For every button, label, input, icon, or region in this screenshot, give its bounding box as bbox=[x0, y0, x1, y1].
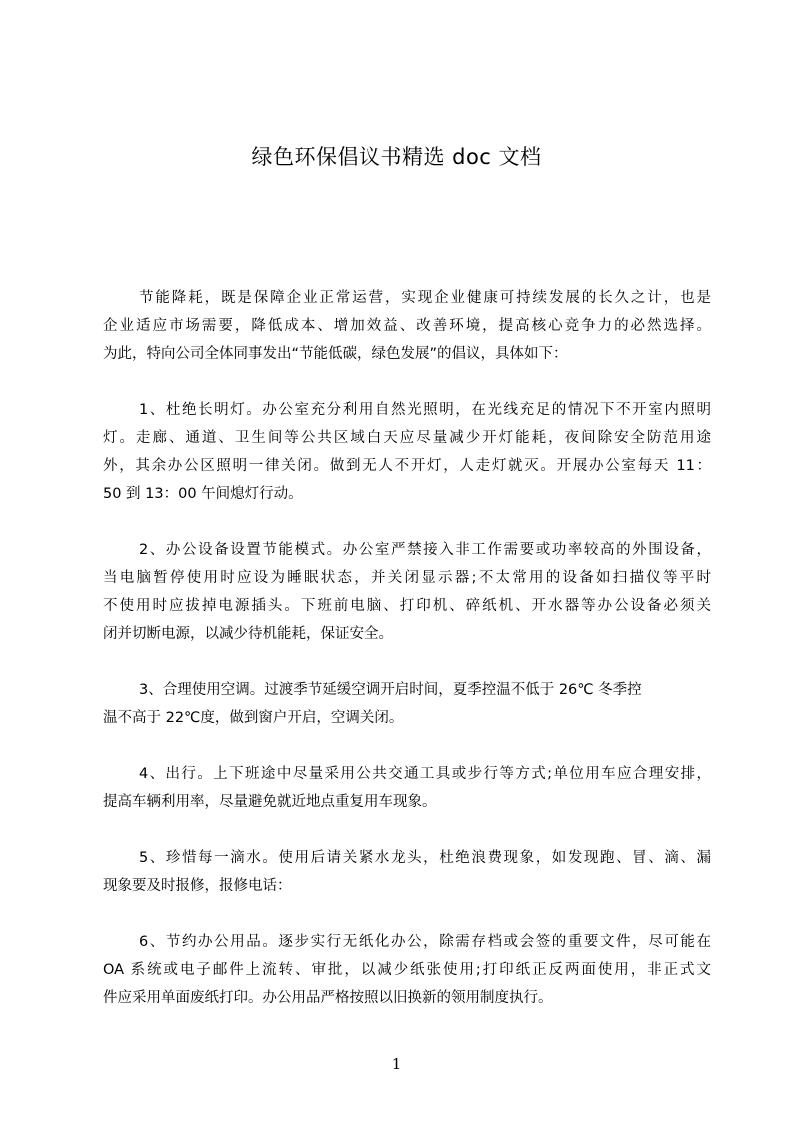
paragraph-line: 3、合理使用空调。过渡季节延缓空调开启时间，夏季控温不低于 26℃ 冬季控 bbox=[139, 682, 642, 698]
paragraph-item-1 bbox=[103, 396, 711, 508]
paragraph-line: 闭并切断电源，以减少待机能耗，保证安全。 bbox=[103, 626, 393, 642]
paragraph-line: 节能降耗，既是保障企业正常运营，实现企业健康可持续发展的长久之计，也是 bbox=[139, 290, 711, 306]
paragraph-item-3 bbox=[103, 676, 711, 732]
paragraph-item-4 bbox=[103, 760, 711, 816]
paragraph-line: 6、节约办公用品。逐步实行无纸化办公，除需存档或会签的重要文件，尽可能在 bbox=[139, 934, 711, 950]
paragraph-line: 企业适应市场需要，降低成本、增加效益、改善环境，提高核心竞争力的必然选择。 bbox=[103, 318, 711, 334]
paragraph-item-5 bbox=[103, 844, 711, 900]
paragraph-item-2 bbox=[103, 536, 711, 648]
paragraph-line: 外，其余办公区照明一律关闭。做到无人不开灯，人走灯就灭。开展办公室每天 11： bbox=[103, 458, 711, 474]
paragraph-item-6 bbox=[103, 928, 711, 1012]
paragraph-line: 现象要及时报修，报修电话： bbox=[103, 878, 292, 894]
paragraph-line: 当电脑暂停使用时应设为睡眠状态，并关闭显示器;不太常用的设备如扫描仪等平时 bbox=[103, 570, 711, 586]
paragraph-line: 5、珍惜每一滴水。使用后请关紧水龙头，杜绝浪费现象，如发现跑、冒、滴、漏 bbox=[139, 850, 711, 866]
paragraph-line: 提高车辆利用率，尽量避免就近地点重复用车现象。 bbox=[103, 794, 437, 810]
paragraph-intro bbox=[103, 284, 711, 368]
document-title: 绿色环保倡议书精选 doc 文档 bbox=[251, 145, 542, 169]
paragraph-line: OA 系统或电子邮件上流转、审批，以减少纸张使用;打印纸正反两面使用，非正式文 bbox=[103, 962, 711, 978]
paragraph-line: 温不高于 22℃度，做到窗户开启，空调关闭。 bbox=[103, 710, 404, 726]
paragraph-line: 1、杜绝长明灯。办公室充分利用自然光照明，在光线充足的情况下不开室内照明 bbox=[139, 402, 711, 418]
page-number: 1 bbox=[391, 1055, 402, 1073]
paragraph-line: 灯。走廊、通道、卫生间等公共区域白天应尽量减少开灯能耗，夜间除安全防范用途 bbox=[103, 430, 711, 446]
paragraph-line: 4、出行。上下班途中尽量采用公共交通工具或步行等方式;单位用车应合理安排， bbox=[139, 766, 711, 782]
paragraph-line: 50 到 13：00 午间熄灯行动。 bbox=[103, 486, 303, 502]
paragraph-line: 为此，特向公司全体同事发出“节能低碳，绿色发展”的倡议，具体如下： bbox=[103, 346, 568, 362]
paragraph-line: 件应采用单面废纸打印。办公用品严格按照以旧换新的领用制度执行。 bbox=[103, 990, 553, 1006]
paragraph-line: 不使用时应拔掉电源插头。下班前电脑、打印机、碎纸机、开水器等办公设备必须关 bbox=[103, 598, 711, 614]
document-body bbox=[103, 284, 711, 1040]
paragraph-line: 2、办公设备设置节能模式。办公室严禁接入非工作需要或功率较高的外围设备， bbox=[139, 542, 711, 558]
